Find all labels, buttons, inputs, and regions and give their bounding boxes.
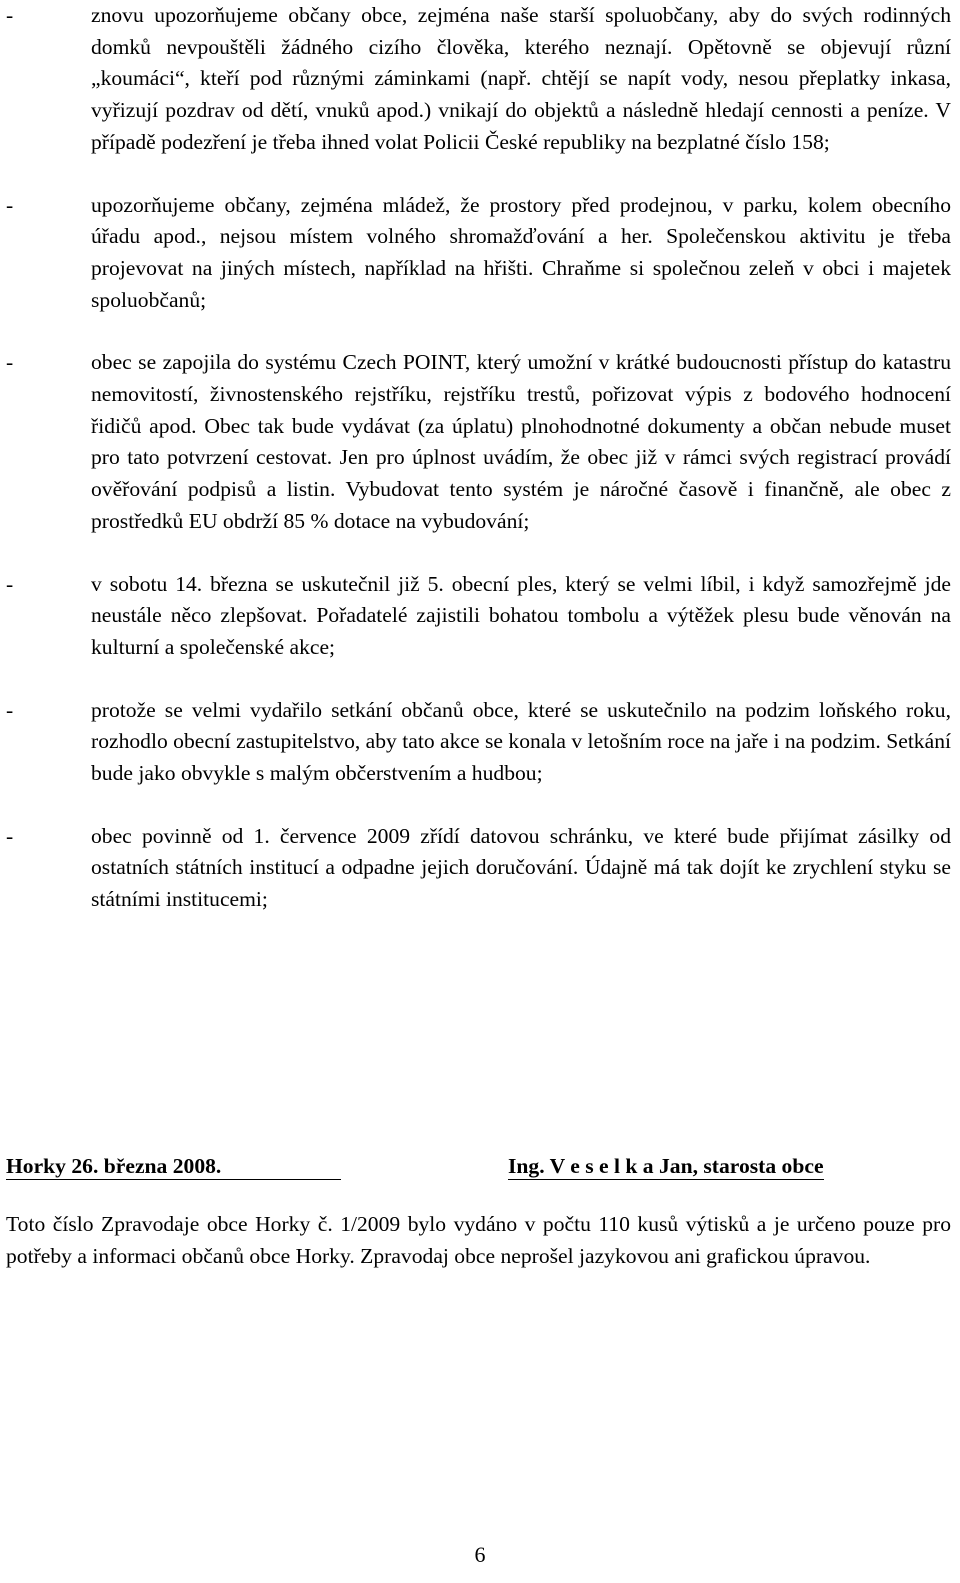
list-bullet: - — [6, 823, 14, 848]
list-item-text: protože se velmi vydařilo setkání občanů obce, které se uskutečnilo na podzim loňského roku, rozhodlo obecní zastupitelstvo, aby tato akce se konala v letošním roce na jaře i na podzim. Setkání bude jako obvykle s malým občerstvením a hudbou; — [91, 697, 951, 786]
list-item-text: obec se zapojila do systému Czech POINT, který umožní v krátké budoucnosti přístup do katastru nemovitostí, živnostenského rejstříku, rejstříku trestů, pořizovat výpis z bodového hodnocení řidičů apod. Obec tak bude vydávat (za úplatu) plnohodnotné dokumenty a občan nebude muset pro tato potvrzení cestovat. Jen pro úplnost uvádím, že obec již v rámci svých registrací provádí ověřování podpisů a listin. Vybudovat tento systém je náročné časově i finančně, ale obec z prostředků EU obdrží 85 % dotace na vybudování; — [91, 350, 951, 533]
list-item — [6, 190, 951, 317]
list-item — [6, 821, 951, 916]
list-bullet: - — [6, 192, 14, 217]
list-item-text: obec povinně od 1. července 2009 zřídí datovou schránku, ve které bude přijímat zásilky od ostatních státních institucí a odpadne jejich doručování. Údajně má tak dojít ke zrychlení styku se státními institucemi; — [91, 823, 951, 912]
list-item-text: upozorňujeme občany, zejména mládež, že prostory před prodejnou, v parku, kolem obecního úřadu apod., nejsou místem volného shromažďování a her. Společenskou aktivitu je třeba projevovat na jiných místech, například na hřišti. Chraňme si společnou zeleň v obci i majetek spoluobčanů; — [91, 192, 951, 312]
announcement-list — [6, 0, 951, 916]
list-item — [6, 0, 951, 159]
page-number: 6 — [474, 1542, 486, 1567]
list-item-text: znovu upozorňujeme občany obce, zejména naše starší spoluobčany, aby do svých rodinných domků nevpouštěli žádného cizího člověka, kterého neznají. Opětovně se objevují různí „koumáci“, kteří pod různými záminkami (např. chtějí se napít vody, nesou přeplatky inkasa, vyřizují pozdrav od dětí, vnuků apod.) vnikají do objektů a následně hledají cennosti a peníze. V případě podezření je třeba ihned volat Policii České republiky na bezplatné číslo 158; — [91, 3, 951, 154]
signatory: Ing. V e s e l k a Jan, starosta obce — [508, 1154, 824, 1178]
footer-note: Toto číslo Zpravodaje obce Horky č. 1/2009 bylo vydáno v počtu 110 kusů výtisků a je určeno pouze pro potřeby a informaci občanů obce Horky. Zpravodaj obce neprošel jazykovou ani grafickou úpravou. — [6, 1212, 951, 1268]
list-bullet: - — [6, 697, 14, 722]
list-item — [6, 347, 951, 537]
signature-line — [6, 1153, 951, 1187]
list-item — [6, 695, 951, 790]
place-date: Horky 26. března 2008. — [6, 1153, 341, 1180]
list-bullet: - — [6, 3, 14, 27]
list-bullet: - — [6, 350, 14, 375]
list-item-text: v sobotu 14. března se uskutečnil již 5. obecní ples, který se velmi líbil, i když samozřejmě jde neustále něco zlepšovat. Pořadatelé zajistili bohatou tombolu a výtěžek plesu bude věnován na kulturní a společenské akce; — [91, 571, 951, 659]
list-item — [6, 569, 951, 664]
list-bullet: - — [6, 571, 14, 596]
